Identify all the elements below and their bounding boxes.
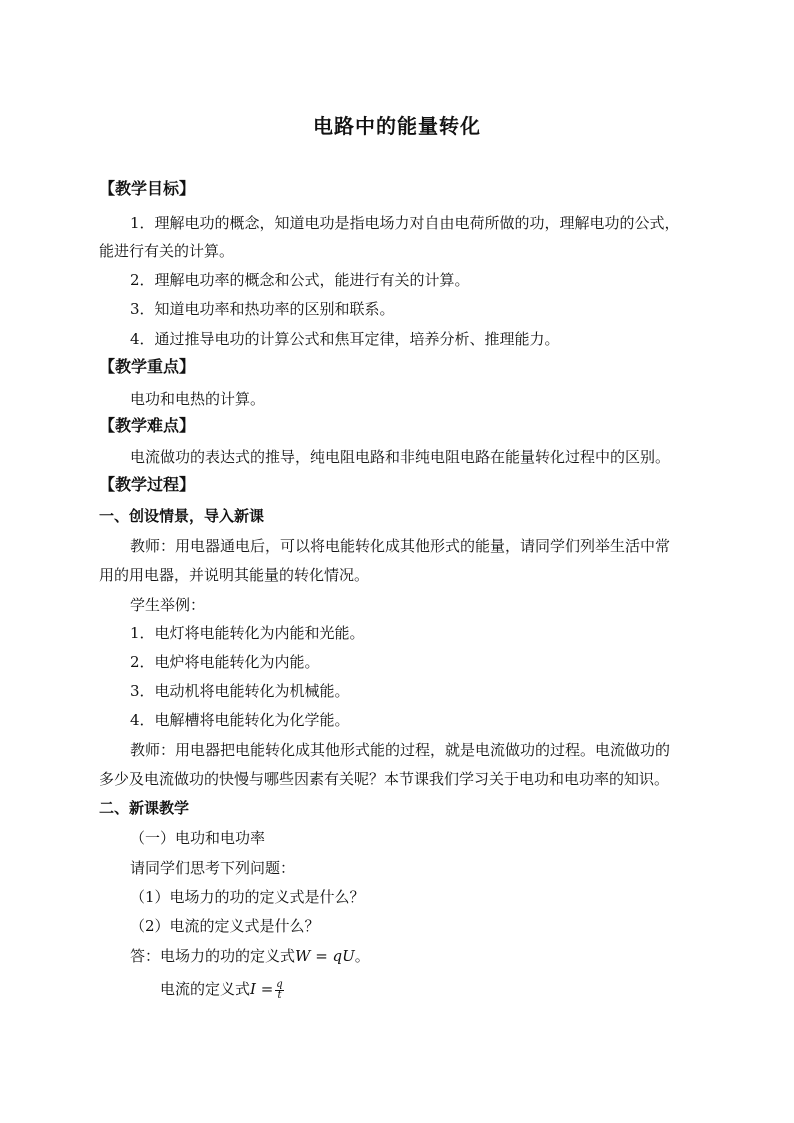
teacher-intro-line-2: 用的用电器，并说明其能量的转化情况。 — [99, 566, 370, 584]
objectives-heading: 【教学目标】 — [99, 179, 196, 198]
document-title: 电路中的能量转化 — [313, 114, 481, 138]
example-4: 4．电解槽将电能转化为化学能。 — [130, 711, 350, 729]
example-2: 2．电炉将电能转化为内能。 — [130, 653, 320, 671]
part2-title: 二、新课教学 — [99, 799, 190, 817]
key-points-heading: 【教学重点】 — [99, 357, 196, 376]
subsection-title: （一）电功和电功率 — [130, 829, 266, 847]
difficulties-text: 电流做功的表达式的推导，纯电阻电路和非纯电阻电路在能量转化过程中的区别。 — [130, 448, 671, 466]
example-1: 1．电灯将电能转化为内能和光能。 — [130, 624, 365, 642]
teacher-transition-line-2: 多少及电流做功的快慢与哪些因素有关呢？本节课我们学习关于电功和电功率的知识。 — [99, 770, 670, 788]
fraction-denominator: t — [277, 989, 282, 1001]
teacher-intro-line-1: 教师：用电器通电后，可以将电能转化成其他形式的能量，请同学们列举生活中常 — [130, 537, 671, 555]
question-prompt: 请同学们思考下列问题： — [130, 859, 296, 877]
fraction-numerator: q — [276, 978, 283, 990]
objective-item-1-line-1: 1．理解电功的概念，知道电功是指电场力对自由电荷所做的功，理解电功的公式， — [130, 214, 680, 232]
objective-item-3: 3．知道电功率和热功率的区别和联系。 — [130, 300, 395, 318]
answer-suffix: 。 — [354, 947, 370, 965]
objective-item-2: 2．理解电功率的概念和公式，能进行有关的计算。 — [130, 271, 470, 289]
key-points-text: 电功和电热的计算。 — [130, 390, 266, 408]
answer-prefix: 答：电场力的功的定义式 — [130, 947, 296, 965]
process-heading: 【教学过程】 — [99, 475, 196, 494]
difficulties-heading: 【教学难点】 — [99, 416, 196, 435]
question-1: （1）电场力的功的定义式是什么？ — [130, 888, 365, 906]
example-3: 3．电动机将电能转化为机械能。 — [130, 682, 350, 700]
objective-item-1-line-2: 能进行有关的计算。 — [99, 242, 235, 260]
current-prefix: 电流的定义式 — [160, 980, 251, 998]
current-fraction — [275, 980, 283, 1001]
students-label: 学生举例： — [130, 596, 206, 614]
teacher-transition-line-1: 教师：用电器把电能转化成其他形式能的过程，就是电流做功的过程。电流做功的 — [130, 741, 671, 759]
part1-title: 一、创设情景，导入新课 — [99, 507, 265, 525]
work-formula: W = qU — [295, 947, 355, 965]
current-definition-line — [160, 978, 284, 1001]
current-lhs: I = — [250, 980, 274, 998]
answer-line — [130, 945, 370, 967]
question-2: （2）电流的定义式是什么？ — [130, 917, 320, 935]
objective-item-4: 4．通过推导电功的计算公式和焦耳定律，培养分析、推理能力。 — [130, 330, 560, 348]
